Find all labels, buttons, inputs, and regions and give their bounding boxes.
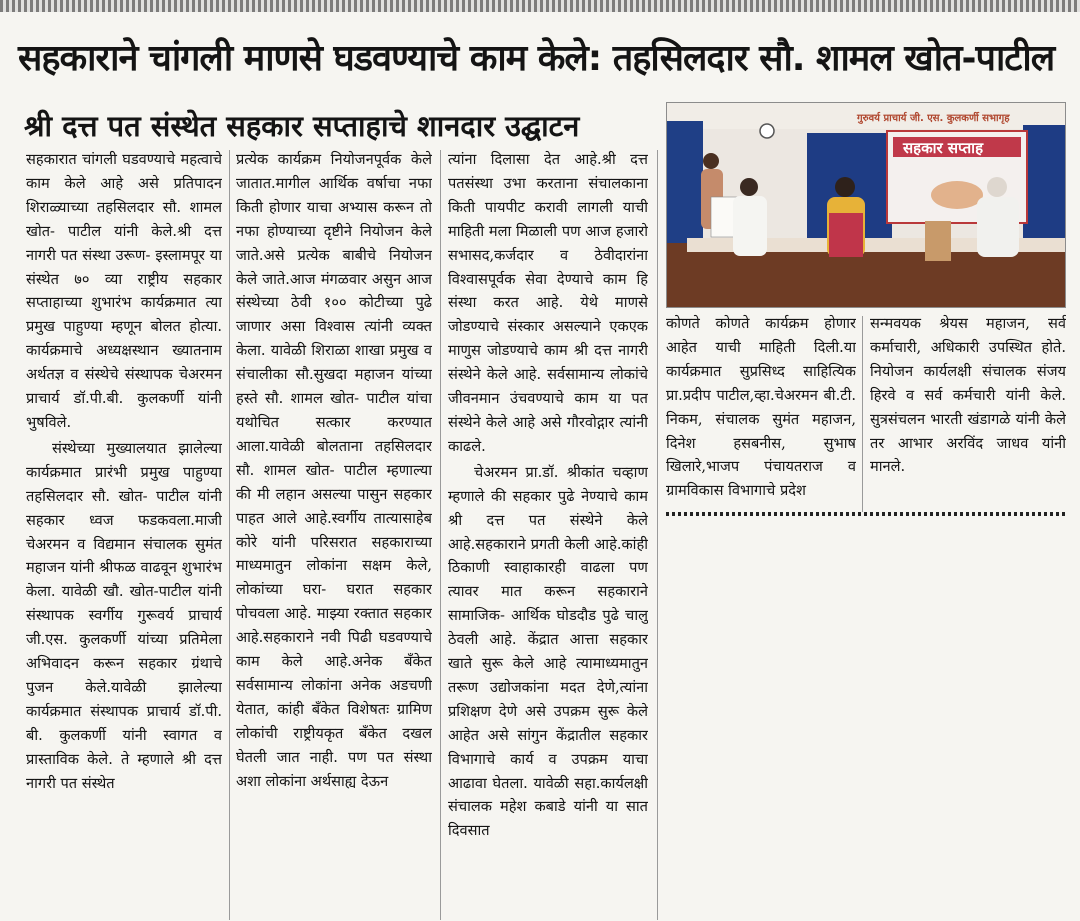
box-bottom-rule <box>666 512 1066 516</box>
subheadline: श्री दत्त पत संस्थेत सहकार सप्ताहाचे शानदार उद्घाटन <box>24 109 580 143</box>
event-photo <box>666 102 1066 308</box>
article-column-1 <box>26 148 222 921</box>
headline: सहकाराने चांगली माणसे घडवण्याचे काम केले: तहसिलदार सौ. शामल खोत-पाटील <box>18 38 1055 79</box>
paragraph: संस्थेच्या मुख्यालयात झालेल्या कार्यक्रमात प्रारंभी प्रमुख पाहुण्या तहसिलदार सौ. खोत- पाटील यांनी सहकार ध्वज फडकवला.माजी चेअरमन व विद्यमान संचालक सुमंत महाजन यांनी श्रीफळ वाढवून शुभारंभ केला. यावेळी खौ. खोत-पाटील यांनी संस्थापक स्वर्गीय गुरूवर्य प्राचार्य जी.एस. कुलकर्णी यांच्या प्रतिमेला अभिवादन करून सहकार ग्रंथाचे पुजन केले.यावेळी झालेल्या कार्यक्रमात संस्थापक प्राचार्य डॉ.पी. बी. कुलकर्णी यांनी स्वागत व प्रास्ताविक केले. ते म्हणाले श्री दत्त नागरी पत संस्थेत <box>26 439 222 792</box>
paragraph: सहकारात चांगली घडवण्याचे महत्वाचे काम केले आहे असे प्रतिपादन शिराळ्याच्या तहसिलदार सौ. शामल खोत- पाटील यांनी केले.श्री दत्त नागरी पत संस्था उरूण- इस्लामपूर या संस्थेत ७० व्या राष्ट्रीय सहकार सप्ताहाच्या शुभारंभ कार्यक्रमात त्या प्रमुख पाहुण्या म्हणून बोलत होत्या. कार्यक्रमाचे अध्यक्षस्थान ख्यातनाम अर्थतज्ञ व संस्थेचे संस्थापक चेअरमन प्राचार्य डॉ.पी.बी. कुलकर्णी यांनी भुषविले. <box>26 151 222 431</box>
paragraph: सन्मवयक श्रेयस महाजन, सर्व कर्माचारी, अधिकारी उपस्थित होते. नियोजन कार्यलक्षी संचालक संजय हिरवे व सर्व कर्मचारी यांनी केले. सुत्रसंचलन भारती खंडागळे यांनी केले तर आभार अरविंद जाधव यांनी मानले. <box>870 315 1066 476</box>
photo-wall-sign: गुरुवर्य प्राचार्य जी. एस. कुलकर्णी सभागृह <box>857 113 1010 124</box>
article-column-5 <box>870 312 1066 512</box>
article-column-3 <box>448 148 648 921</box>
article-column-4 <box>666 312 856 512</box>
top-edge-strip <box>0 0 1080 12</box>
column-divider <box>862 316 863 512</box>
article-column-2 <box>236 148 432 921</box>
paragraph: प्रत्येक कार्यक्रम नियोजनपूर्वक केले जातात.मागील आर्थिक वर्षाचा नफा किती होणार याचा अभ्यास करून तो नफा होण्याच्या दृष्टीने नियोजन केले जाते.असे प्रत्येक बाबीचे नियोजन केले जाते.आज मंगळवार असुन आज संस्थेच्या ठेवी १०० कोटीच्या पुढे जाणार असा विश्वास त्यांनी व्यक्त केला. यावेळी शिराळा शाखा प्रमुख व संचालीका सौ.सुखदा महाजन यांच्या हस्ते सौ. शामल खोत- पाटील यांचा यथोचित सत्कार करण्यात आला.यावेळी बोलताना तहसिलदार सौ. शामल खोत- पाटील म्हणाल्या की मी लहान असल्या पासुन सहकार पाहत आले आहे.स्वर्गीय तात्यासाहेब कोरे यांनी परिसरात सहकाराच्या माध्यमातुन लोकांना सक्षम केले, लोकांच्या घरा- घरात सहकार पोचवला आहे. माझ्या रक्तात सहकार आहे.सहकाराने नवी पिढी घडवण्याचे काम केले आहे.अनेक बँकेत सर्वसामान्य लोकांना अनेक अडचणी येतात, कांही बँकेत विशेषतः ग्रामिण लोकांची राष्ट्रीयकृत बँकेत दखल घेतली जात नाही. पण पत संस्था अशा लोकांना अर्थसाह्य देऊन <box>236 151 432 790</box>
paragraph: त्यांना दिलासा देत आहे.श्री दत्त पतसंस्था उभा करताना संचालकाना किती पायपीट करावी लागली याची माहिती मला मिळाली पण आज हजारो सभासद,कर्जदार व ठेवीदारांना विश्वासपूर्वक सेवा देण्याचे काम हि संस्था करत आहे. येथे माणसे जोडण्याचे संस्कार असल्याने एकएक माणुस जोडण्याचे काम श्री दत्त नागरी संस्थेने केले आहे. सर्वसामान्य लोकांचे जीवनमान उंचवण्याचे काम या पत संस्थेने केले आहे असे गौरवोद्गार त्यांनी काढले. <box>448 151 648 455</box>
column-divider <box>657 150 658 920</box>
column-divider <box>440 150 441 920</box>
photo-banner-text: सहकार सप्ताह <box>903 139 984 157</box>
column-divider <box>229 150 230 920</box>
paragraph: कोणते कोणते कार्यक्रम होणार आहेत याची माहिती दिली.या कार्यक्रमात सुप्रसिध्द साहित्यिक प्रा.प्रदीप पाटील,व्हा.चेअरमन बी.टी. निकम, संचालक सुमंत महाजन, दिनेश हसबनीस, सुभाष खिलारे,भाजप पंचायतराज व ग्रामविकास विभागाचे प्रदेश <box>666 315 856 500</box>
paragraph: चेअरमन प्रा.डॉ. श्रीकांत चव्हाण म्हणाले की सहकार पुढे नेण्याचे काम श्री दत्त पत संस्थेने केले आहे.सहकाराने प्रगती केली आहे.कांही ठिकाणी स्वाहाकारही वाढला पण त्यावर मात करून सहकाराने सामाजिक- आर्थिक घोडदौड पुढे चालु ठेवली आहे. केंद्रात आत्ता सहकार खाते सुरू केले आहे त्यामाध्यमातुन तरूण उद्योजकांना मदत देणे,त्यांना प्रशिक्षण देणे असे उपक्रम सुरू केले आहेत असे सांगुन केंद्रातील सहकार विभागाचे कार्य व उपक्रम याचा आढावा घेतला. यावेळी सहा.कार्यलक्षी संचालक महेश कबाडे यांनी या सात दिवसात <box>448 463 648 840</box>
clock-icon <box>760 124 774 138</box>
